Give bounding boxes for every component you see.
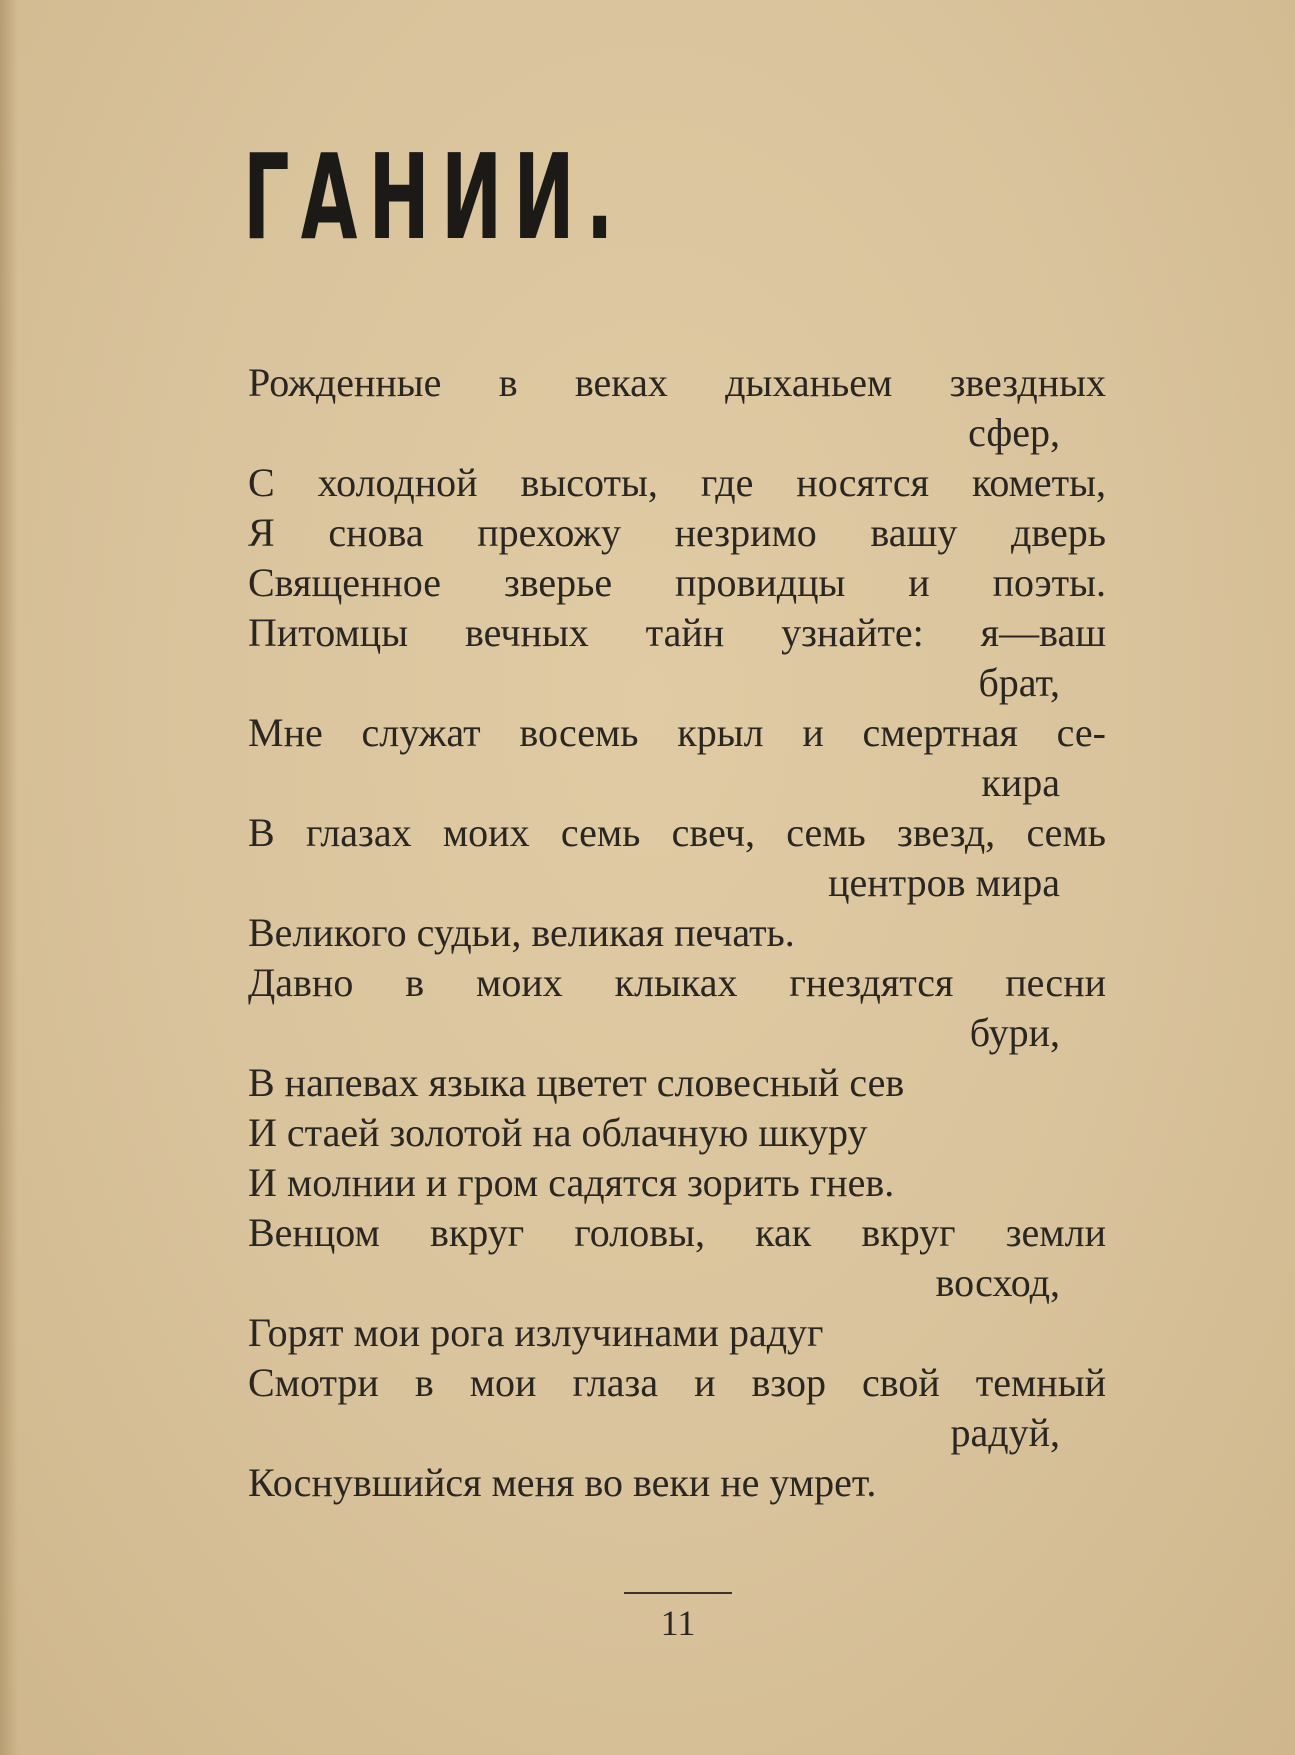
poem-line: Коснувшийся меня во веки не умрет. [248, 1460, 877, 1505]
poem-line: Священное зверье провидцы и поэты. [248, 560, 1106, 605]
poem-line-continuation: брат, [978, 660, 1060, 705]
poem-line: Смотри в мои глаза и взор свой темный [248, 1360, 1106, 1405]
poem-line: Великого судьи, великая печать. [248, 910, 795, 955]
poem-line-continuation: бури, [969, 1010, 1060, 1055]
page-number: 11 [660, 1603, 696, 1643]
poem-line: Мне служат восемь крыл и смертная се- [248, 710, 1106, 755]
poem-line-continuation: центров мира [828, 860, 1060, 905]
poem-title: ГАНИИ. [243, 128, 625, 266]
poem-line-continuation: кира [981, 760, 1060, 805]
poem-line: Питомцы вечных тайн узнайте: я—ваш [248, 610, 1106, 655]
page-number-rule [624, 1592, 732, 1594]
poem-line: И молнии и гром садятся зорить гнев. [248, 1160, 895, 1205]
poem-line: В напевах языка цветет словесный сев [248, 1060, 905, 1105]
poem-line: Рожденные в веках дыханьем звездных [248, 360, 1106, 405]
poem-line-continuation: восход, [935, 1260, 1060, 1305]
poem-line: Венцом вкруг головы, как вкруг земли [248, 1210, 1106, 1255]
poem-body [248, 358, 1106, 1508]
poem-line-continuation: радуй, [950, 1410, 1060, 1455]
poem-line: Горят мои рога излучинами радуг [248, 1310, 824, 1355]
poem-line: В глазах моих семь свеч, семь звезд, семь [248, 810, 1106, 855]
poem-line: Я снова прехожу незримо вашу дверь [248, 510, 1106, 555]
poem-line: С холодной высоты, где носятся кометы, [248, 460, 1106, 505]
poem-line: Давно в моих клыках гнездятся песни [248, 960, 1106, 1005]
poem-line: И стаей золотой на облачную шкуру [248, 1110, 868, 1155]
poem-line-continuation: сфер, [968, 410, 1060, 455]
